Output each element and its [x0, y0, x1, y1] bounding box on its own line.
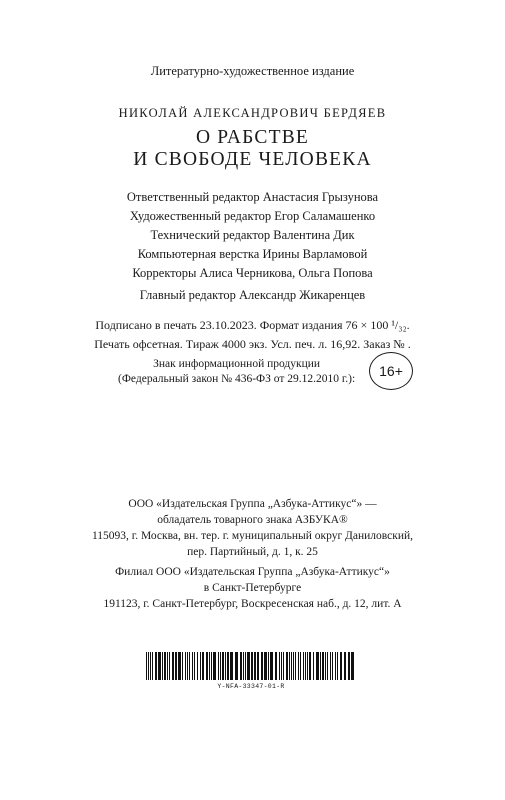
publisher-address-line-2: пер. Партийный, д. 1, к. 25	[187, 546, 318, 558]
staff-layout: Компьютерная верстка Ирины Варламовой	[137, 247, 368, 261]
edition-type: Литературно-художественное издание	[150, 64, 355, 78]
staff-technical-editor: Технический редактор Валентина Дик	[150, 228, 355, 242]
print-details-line-1: Подписано в печать 23.10.2023. Формат издания 76 × 100 ¹/₃₂.	[95, 318, 410, 332]
print-details-line-2: Печать офсетная. Тираж 4000 экз. Усл. печ. л. 16,92. Заказ № .	[94, 337, 411, 351]
info-sign-line-1: Знак информационной продукции	[153, 358, 321, 370]
age-rating-label: 16+	[379, 363, 403, 379]
author-name: НИКОЛАЙ АЛЕКСАНДРОВИЧ БЕРДЯЕВ	[118, 106, 387, 120]
book-title-line-2: И СВОБОДЕ ЧЕЛОВЕКА	[133, 149, 372, 170]
branch-line-1: Филиал ООО «Издательская Группа „Азбука-Аттикус“»	[115, 566, 390, 578]
publisher-address-line-1: 115093, г. Москва, вн. тер. г. муниципальный округ Даниловский,	[91, 530, 414, 542]
staff-art-editor: Художественный редактор Егор Саламашенко	[129, 209, 376, 223]
staff-chief-editor: Главный редактор Александр Жикаренцев	[139, 288, 366, 302]
branch-line-2: в Санкт-Петербурге	[203, 582, 302, 594]
barcode-icon	[146, 652, 356, 680]
staff-proofreaders: Корректоры Алиса Черникова, Ольга Попова	[132, 266, 373, 280]
barcode-code: Y-NFA-33347-01-R	[217, 683, 285, 690]
age-rating-badge	[369, 352, 413, 390]
branch-address: 191123, г. Санкт-Петербург, Воскресенская наб., д. 12, лит. А	[103, 598, 402, 610]
publisher-line-1: ООО «Издательская Группа „Азбука-Аттикус“» —	[128, 498, 377, 510]
book-title-line-1: О РАБСТВЕ	[195, 127, 310, 148]
publisher-line-2: обладатель товарного знака АЗБУКА®	[157, 514, 348, 526]
staff-responsible-editor: Ответственный редактор Анастасия Грызунова	[126, 190, 379, 204]
info-sign-text	[118, 357, 355, 387]
info-sign-line-2: (Федеральный закон № 436-ФЗ от 29.12.2010 г.):	[118, 373, 356, 385]
